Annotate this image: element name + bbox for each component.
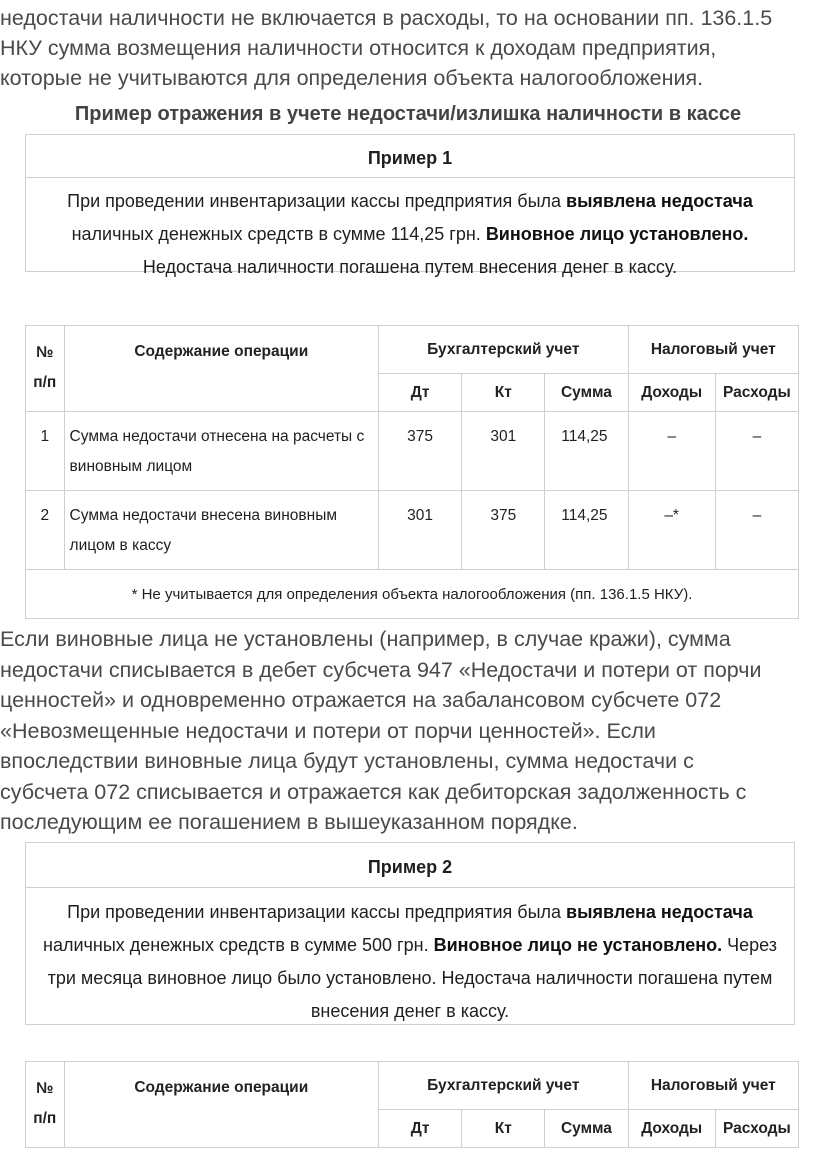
header-accounting: Бухгалтерский учет xyxy=(379,326,629,374)
header-tax: Налоговый учет xyxy=(628,1062,798,1110)
explanation-line: последующим ее погашением в вышеуказанном порядке. xyxy=(0,810,578,834)
example-2-box xyxy=(25,842,795,1025)
intro-paragraph xyxy=(0,3,812,93)
example-1-bold-part: выявлена недостача xyxy=(566,191,753,211)
cell-num: 1 xyxy=(26,412,65,491)
cell-dt: 375 xyxy=(379,412,462,491)
example-2-title: Пример 2 xyxy=(26,843,794,888)
cell-num: 2 xyxy=(26,491,65,570)
example-2-text-part: наличных денежных средств в сумме 500 грн. xyxy=(43,935,434,955)
example-2-text xyxy=(26,888,794,1028)
header-income: Доходы xyxy=(628,1110,715,1148)
example-2-text-part: При проведении инвентаризации кассы предприятия была xyxy=(67,902,567,922)
example-1-title: Пример 1 xyxy=(26,135,794,178)
explanation-line: Если виновные лица не установлены (например, в случае кражи), сумма xyxy=(0,627,731,651)
header-sum: Сумма xyxy=(545,1110,628,1148)
section-heading: Пример отражения в учете недостачи/излишка наличности в кассе xyxy=(74,103,742,125)
header-num: № п/п xyxy=(26,326,65,412)
example-1-text xyxy=(26,178,794,284)
header-tax: Налоговый учет xyxy=(628,326,798,374)
header-expenses: Расходы xyxy=(715,1110,798,1148)
explanation-line: недостачи списывается в дебет субсчета 947 «Недостачи и потери от порчи xyxy=(0,657,762,682)
cell-description: Сумма недостачи внесена виновным лицом в кассу xyxy=(64,491,378,570)
cell-kt: 375 xyxy=(462,491,545,570)
cell-income: –* xyxy=(628,491,715,570)
header-kt: Кт xyxy=(462,1110,545,1148)
header-dt: Дт xyxy=(379,1110,462,1148)
example-2-text-part: Через три месяца виновное лицо было установлено. Недостача наличности погашена путем внесения денег в кассу. xyxy=(47,935,777,1021)
header-sum: Сумма xyxy=(545,374,628,412)
explanation-line: впоследствии виновные лица будут установлены, сумма недостачи с xyxy=(0,749,694,773)
cell-kt: 301 xyxy=(462,412,545,491)
header-accounting: Бухгалтерский учет xyxy=(379,1062,629,1110)
operations-table-2 xyxy=(25,1061,799,1148)
table-footnote: * Не учитывается для определения объекта налогообложения (пп. 136.1.5 НКУ). xyxy=(26,570,799,619)
header-kt: Кт xyxy=(462,374,545,412)
table-row xyxy=(26,412,799,491)
intro-line: НКУ сумма возмещения наличности относится к доходам предприятия, xyxy=(0,36,717,60)
example-2-bold-part: выявлена недостача xyxy=(566,902,753,922)
cell-sum: 114,25 xyxy=(545,412,628,491)
cell-sum: 114,25 xyxy=(545,491,628,570)
header-description: Содержание операции xyxy=(64,326,378,412)
explanation-line: ценностей» и одновременно отражается на забалансовом субсчете 072 xyxy=(0,688,722,712)
example-2-bold-part: Виновное лицо не установлено. xyxy=(433,935,723,955)
cell-description: Сумма недостачи отнесена на расчеты с виновным лицом xyxy=(64,412,378,491)
example-1-box xyxy=(25,134,795,277)
example-1-text-part: Недостача наличности погашена путем внесения денег в кассу. xyxy=(142,257,678,277)
cell-dt: 301 xyxy=(379,491,462,570)
example-1-bold-part: Виновное лицо установлено. xyxy=(485,224,749,244)
header-description: Содержание операции xyxy=(64,1062,378,1148)
cell-income: – xyxy=(628,412,715,491)
cell-expenses: – xyxy=(715,412,798,491)
cell-expenses: – xyxy=(715,491,798,570)
explanation-line: субсчета 072 списывается и отражается как дебиторская задолженность с xyxy=(0,779,747,804)
intro-line: которые не учитываются для определения объекта налогообложения. xyxy=(0,66,704,90)
explanation-paragraph xyxy=(0,624,812,838)
header-expenses: Расходы xyxy=(715,374,798,412)
example-1-text-part: наличных денежных средств в сумме 114,25 грн. xyxy=(71,224,486,244)
example-1-text-part: При проведении инвентаризации кассы предприятия была xyxy=(67,191,567,211)
intro-line: недостачи наличности не включается в расходы, то на основании пп. 136.1.5 xyxy=(0,6,773,30)
header-income: Доходы xyxy=(628,374,715,412)
operations-table-1 xyxy=(25,325,799,619)
table-row xyxy=(26,491,799,570)
header-dt: Дт xyxy=(379,374,462,412)
header-num: № п/п xyxy=(26,1062,65,1148)
explanation-line: «Невозмещенные недостачи и потери от порчи ценностей». Если xyxy=(0,718,656,743)
